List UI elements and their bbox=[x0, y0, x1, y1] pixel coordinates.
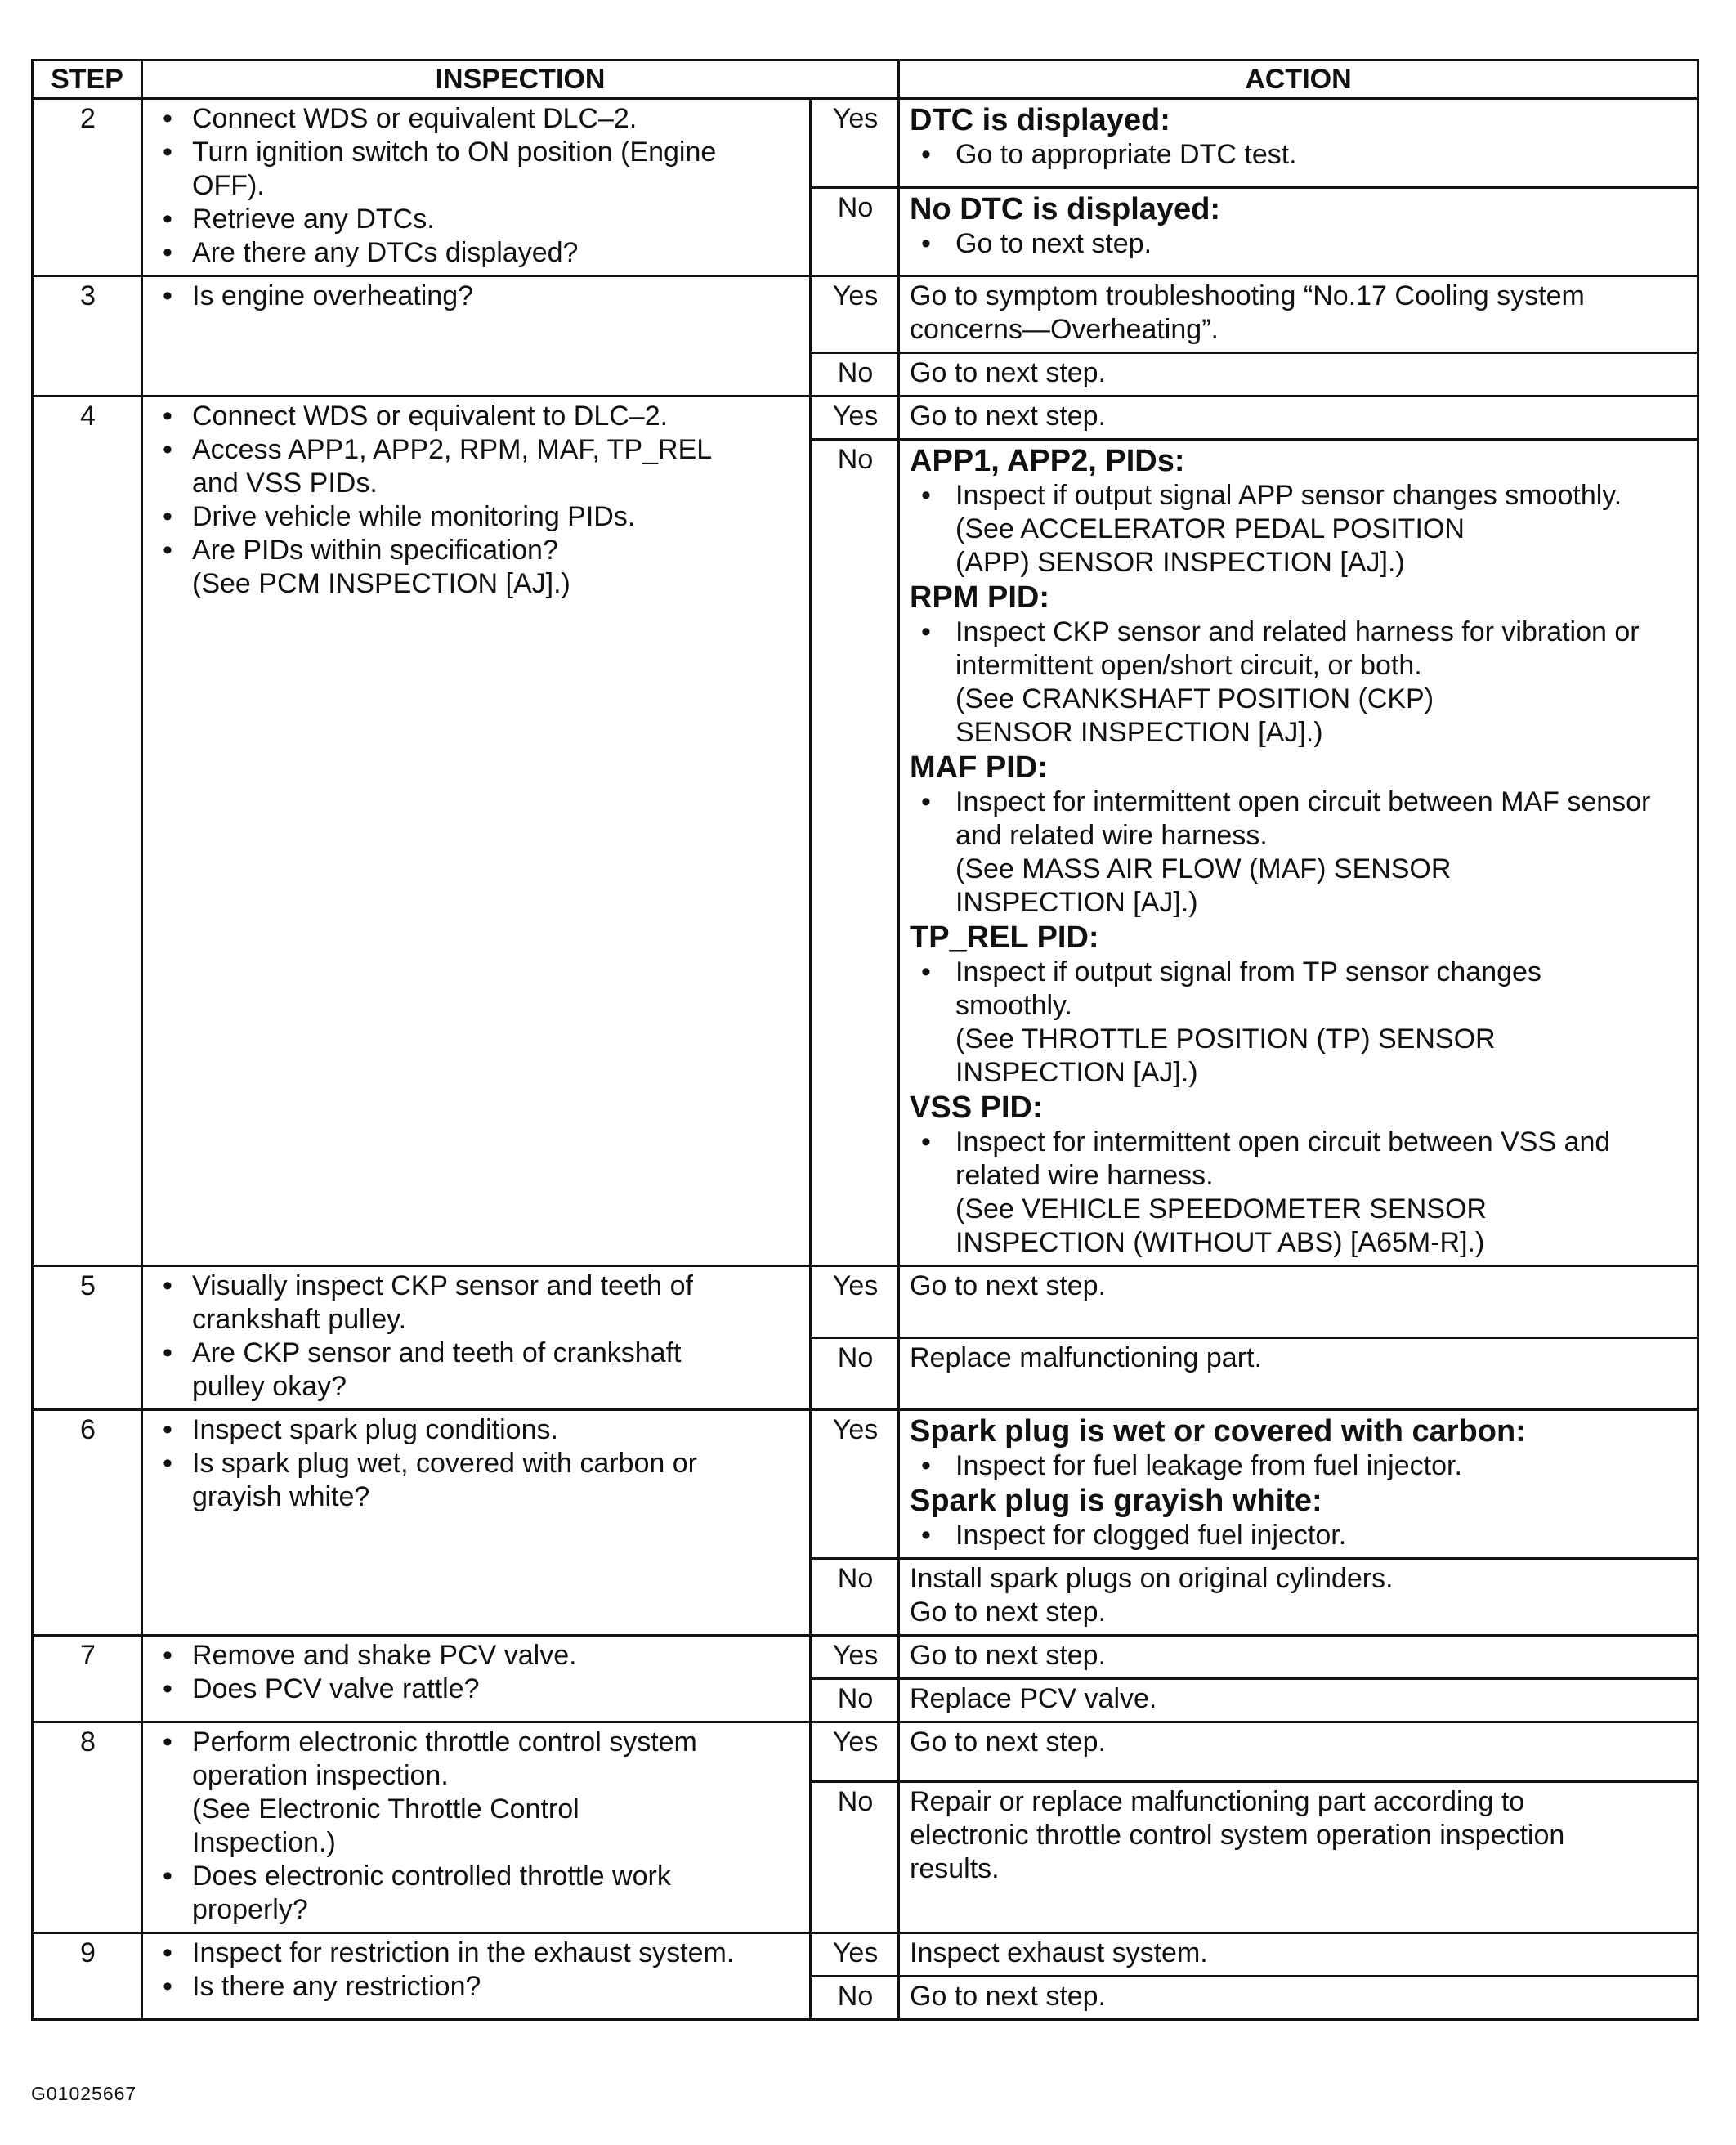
action-header: ACTION bbox=[899, 60, 1698, 99]
action-text: Go to next step. bbox=[910, 401, 1107, 432]
yes-action-blocks bbox=[910, 102, 1689, 172]
header-row bbox=[33, 60, 1698, 99]
action-heading: Spark plug is grayish white: bbox=[910, 1484, 1322, 1518]
action-bullets bbox=[910, 479, 1689, 580]
no-action-cell bbox=[899, 187, 1698, 276]
yes-label: Yes bbox=[811, 1722, 899, 1782]
action-bullets bbox=[910, 956, 1689, 1090]
no-label: No bbox=[811, 187, 899, 276]
diagnostic-procedure bbox=[31, 59, 1697, 2021]
inspection-cell bbox=[142, 1933, 811, 2020]
action-heading: DTC is displayed: bbox=[910, 103, 1170, 137]
yes-label: Yes bbox=[811, 276, 899, 353]
no-label: No bbox=[811, 1559, 899, 1636]
action-heading: VSS PID: bbox=[910, 1090, 1043, 1125]
action-text: Go to next step. bbox=[910, 1270, 1107, 1301]
step-number: 9 bbox=[33, 1933, 142, 2020]
action-heading: RPM PID: bbox=[910, 580, 1049, 615]
yes-action-cell bbox=[899, 1266, 1698, 1338]
bullet-item: • Remove and shake PCV valve. bbox=[153, 1639, 801, 1673]
inspection-cell bbox=[142, 99, 811, 276]
action-bullets bbox=[910, 786, 1689, 920]
action-heading: MAF PID: bbox=[910, 750, 1048, 785]
action-text: Install spark plugs on original cylinders. Go to next step. bbox=[910, 1563, 1394, 1628]
inspection-cell bbox=[142, 396, 811, 1266]
bullet-item: • Go to next step. bbox=[910, 227, 1689, 261]
bullet-item: • Are PIDs within specification? (See PCM INSPECTION [AJ].) bbox=[153, 534, 801, 601]
diagnostic-table bbox=[31, 59, 1699, 2021]
action-bullets bbox=[910, 1449, 1689, 1483]
inspection-cell bbox=[142, 1266, 811, 1410]
yes-label: Yes bbox=[811, 1933, 899, 1977]
step-number: 2 bbox=[33, 99, 142, 276]
step-number: 5 bbox=[33, 1266, 142, 1410]
action-text: Repair or replace malfunctioning part according to electronic throttle control system operation inspection results. bbox=[910, 1785, 1565, 1884]
bullet-item: • Inspect CKP sensor and related harness for vibration or intermittent open/short circuit, or both. (See CRANKSHAFT POSITION (CKP) SENSOR INSPECTION [AJ].) bbox=[910, 616, 1689, 750]
bullet-item: • Visually inspect CKP sensor and teeth of crankshaft pulley. bbox=[153, 1270, 801, 1337]
bullet-item: • Turn ignition switch to ON position (Engine OFF). bbox=[153, 136, 801, 203]
figure-code: G01025667 bbox=[31, 2083, 137, 2104]
action-text: Go to next step. bbox=[910, 1981, 1107, 2012]
no-action-cell bbox=[899, 1338, 1698, 1410]
yes-action-cell bbox=[899, 1933, 1698, 1977]
bullet-item: • Go to appropriate DTC test. bbox=[910, 138, 1689, 172]
no-label: No bbox=[811, 1679, 899, 1722]
inspection-list bbox=[153, 1726, 801, 1927]
bullet-item: • Inspect for clogged fuel injector. bbox=[910, 1519, 1689, 1552]
no-action-cell bbox=[899, 1679, 1698, 1722]
bullet-item: • Are CKP sensor and teeth of crankshaft pulley okay? bbox=[153, 1337, 801, 1404]
bullet-item: • Inspect spark plug conditions. bbox=[153, 1413, 801, 1447]
step-number: 4 bbox=[33, 396, 142, 1266]
action-text: Go to next step. bbox=[910, 357, 1107, 388]
table-row bbox=[33, 276, 1698, 353]
yes-action-blocks bbox=[910, 1413, 1689, 1552]
inspection-cell bbox=[142, 1722, 811, 1933]
no-label: No bbox=[811, 440, 899, 1266]
inspection-list bbox=[153, 1413, 801, 1514]
no-action-cell bbox=[899, 1781, 1698, 1932]
bullet-item: • Inspect for intermittent open circuit between VSS and related wire harness. (See VEHICLE SPEEDOMETER SENSOR INSPECTION (WITHOUT ABS) [A65M-R].) bbox=[910, 1126, 1689, 1260]
step-number: 3 bbox=[33, 276, 142, 396]
bullet-item: • Is engine overheating? bbox=[153, 280, 801, 313]
inspection-list bbox=[153, 400, 801, 601]
bullet-item: • Is spark plug wet, covered with carbon or grayish white? bbox=[153, 1447, 801, 1514]
no-action-blocks bbox=[910, 443, 1689, 1260]
bullet-item: • Inspect if output signal APP sensor changes smoothly. (See ACCELERATOR PEDAL POSITION (APP) SENSOR INSPECTION [AJ].) bbox=[910, 479, 1689, 580]
action-bullets bbox=[910, 138, 1689, 172]
step-number: 7 bbox=[33, 1636, 142, 1722]
table-row bbox=[33, 1266, 1698, 1338]
no-label: No bbox=[811, 1977, 899, 2020]
no-action-cell bbox=[899, 1977, 1698, 2020]
no-action-cell bbox=[899, 1559, 1698, 1636]
step-number: 6 bbox=[33, 1410, 142, 1636]
action-heading: TP_REL PID: bbox=[910, 920, 1099, 955]
inspection-cell bbox=[142, 1410, 811, 1636]
inspection-list bbox=[153, 102, 801, 270]
action-bullets bbox=[910, 616, 1689, 750]
bullet-item: • Inspect for restriction in the exhaust system. bbox=[153, 1937, 801, 1970]
yes-label: Yes bbox=[811, 396, 899, 440]
bullet-item: • Drive vehicle while monitoring PIDs. bbox=[153, 500, 801, 534]
bullet-item: • Inspect for fuel leakage from fuel injector. bbox=[910, 1449, 1689, 1483]
action-heading: Spark plug is wet or covered with carbon: bbox=[910, 1414, 1526, 1449]
no-action-cell bbox=[899, 353, 1698, 396]
bullet-item: • Retrieve any DTCs. bbox=[153, 203, 801, 236]
bullet-item: • Does PCV valve rattle? bbox=[153, 1673, 801, 1706]
table-row bbox=[33, 99, 1698, 188]
bullet-item: • Connect WDS or equivalent to DLC–2. bbox=[153, 400, 801, 433]
action-text: Replace malfunctioning part. bbox=[910, 1342, 1262, 1373]
yes-action-cell bbox=[899, 1410, 1698, 1559]
action-text: Inspect exhaust system. bbox=[910, 1937, 1208, 1968]
action-bullets bbox=[910, 1126, 1689, 1260]
action-text: Replace PCV valve. bbox=[910, 1683, 1157, 1714]
no-label: No bbox=[811, 1338, 899, 1410]
bullet-item: • Access APP1, APP2, RPM, MAF, TP_REL and VSS PIDs. bbox=[153, 433, 801, 500]
table-row bbox=[33, 1722, 1698, 1782]
yes-action-cell bbox=[899, 276, 1698, 353]
yes-action-cell bbox=[899, 1636, 1698, 1679]
step-header: STEP bbox=[33, 60, 142, 99]
yes-label: Yes bbox=[811, 1410, 899, 1559]
step-number: 8 bbox=[33, 1722, 142, 1933]
inspection-list bbox=[153, 1639, 801, 1706]
yes-action-cell bbox=[899, 99, 1698, 188]
yes-label: Yes bbox=[811, 1266, 899, 1338]
yes-action-cell bbox=[899, 396, 1698, 440]
inspection-list bbox=[153, 280, 801, 313]
inspection-list bbox=[153, 1270, 801, 1404]
table-row bbox=[33, 396, 1698, 440]
no-label: No bbox=[811, 353, 899, 396]
action-heading: APP1, APP2, PIDs: bbox=[910, 444, 1185, 478]
inspection-cell bbox=[142, 276, 811, 396]
inspection-cell bbox=[142, 1636, 811, 1722]
bullet-item: • Are there any DTCs displayed? bbox=[153, 236, 801, 270]
bullet-item: • Is there any restriction? bbox=[153, 1970, 801, 2004]
action-bullets bbox=[910, 227, 1689, 261]
no-action-cell bbox=[899, 440, 1698, 1266]
inspection-header: INSPECTION bbox=[142, 60, 899, 99]
bullet-item: • Connect WDS or equivalent DLC–2. bbox=[153, 102, 801, 136]
table-row bbox=[33, 1933, 1698, 1977]
action-text: Go to next step. bbox=[910, 1640, 1107, 1671]
action-text: Go to next step. bbox=[910, 1726, 1107, 1758]
no-label: No bbox=[811, 1781, 899, 1932]
action-bullets bbox=[910, 1519, 1689, 1552]
yes-label: Yes bbox=[811, 99, 899, 188]
no-action-blocks bbox=[910, 191, 1689, 261]
bullet-item: • Perform electronic throttle control system operation inspection. (See Electronic Throttle Control Inspection.) bbox=[153, 1726, 801, 1860]
table-row bbox=[33, 1410, 1698, 1559]
yes-label: Yes bbox=[811, 1636, 899, 1679]
bullet-item: • Inspect for intermittent open circuit between MAF sensor and related wire harness. (See MASS AIR FLOW (MAF) SENSOR INSPECTION [AJ].) bbox=[910, 786, 1689, 920]
action-heading: No DTC is displayed: bbox=[910, 191, 1221, 226]
table-body bbox=[33, 99, 1698, 2020]
action-text: Go to symptom troubleshooting “No.17 Cooling system concerns—Overheating”. bbox=[910, 280, 1585, 345]
table-row bbox=[33, 1636, 1698, 1679]
yes-action-cell bbox=[899, 1722, 1698, 1782]
bullet-item: • Does electronic controlled throttle work properly? bbox=[153, 1860, 801, 1927]
inspection-list bbox=[153, 1937, 801, 2004]
bullet-item: • Inspect if output signal from TP sensor changes smoothly. (See THROTTLE POSITION (TP) SENSOR INSPECTION [AJ].) bbox=[910, 956, 1689, 1090]
